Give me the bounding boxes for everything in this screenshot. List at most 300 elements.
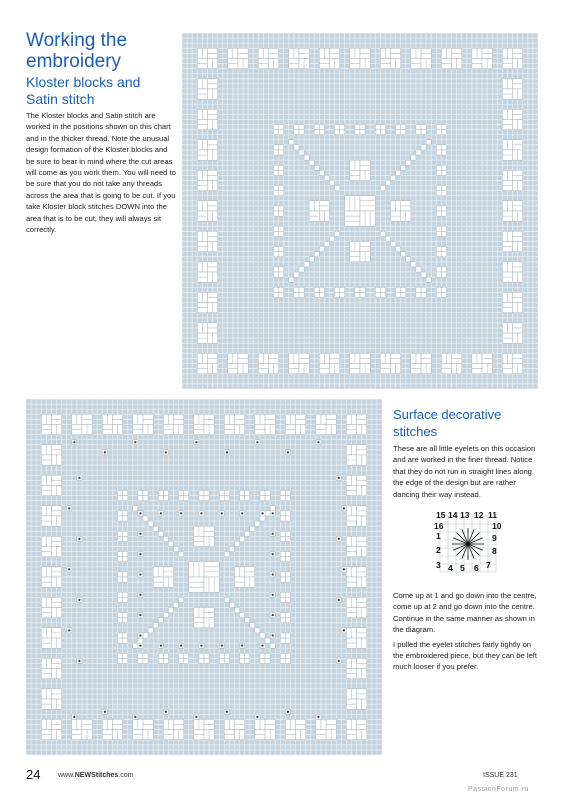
kloster-block	[274, 272, 279, 277]
kloster-block	[502, 48, 512, 58]
kloster-block	[207, 119, 217, 129]
kloster-block	[207, 292, 217, 302]
kloster-block	[502, 89, 512, 99]
kloster-block	[41, 546, 51, 556]
kloster-block	[207, 231, 217, 241]
kloster-block	[197, 323, 207, 333]
kloster-block	[452, 353, 462, 363]
kloster-block	[502, 58, 512, 68]
kloster-block	[346, 699, 356, 709]
kloster-block	[346, 577, 356, 587]
kloster-block	[513, 119, 523, 129]
kloster-block	[296, 424, 306, 434]
kloster-block	[240, 613, 245, 618]
kloster-block	[204, 562, 219, 577]
kloster-block	[380, 292, 385, 297]
kloster-block	[148, 521, 153, 526]
kloster-block	[326, 414, 336, 424]
kloster-block	[436, 211, 441, 216]
kloster-block	[285, 552, 290, 557]
kloster-block	[255, 521, 260, 526]
kloster-block	[285, 633, 290, 638]
eyelet-label: 15	[436, 510, 446, 520]
kloster-block	[441, 145, 446, 150]
kloster-block	[123, 536, 128, 541]
kloster-block	[513, 231, 523, 241]
kloster-block	[240, 653, 245, 658]
kloster-block	[82, 424, 92, 434]
kloster-block	[416, 150, 421, 155]
kloster-block	[513, 364, 523, 374]
surface-stitch-chart	[26, 399, 382, 755]
kloster-block	[123, 597, 128, 602]
eyelet-label: 2	[436, 545, 441, 555]
kloster-block	[51, 414, 61, 424]
kloster-block	[280, 496, 285, 501]
kloster-block	[502, 323, 512, 333]
kloster-block	[240, 496, 245, 501]
kloster-block	[279, 267, 284, 272]
kloster-block	[299, 287, 304, 292]
kloster-block	[346, 567, 356, 577]
kloster-block	[289, 48, 299, 58]
kloster-block	[441, 247, 446, 252]
kloster-block	[207, 211, 217, 221]
kloster-block	[265, 511, 270, 516]
kloster-block	[396, 170, 401, 175]
kloster-block	[123, 592, 128, 597]
kloster-block	[219, 653, 224, 658]
eyelet-centre	[467, 543, 470, 546]
kloster-block	[346, 516, 356, 526]
kloster-block	[41, 567, 51, 577]
kloster-block	[163, 613, 168, 618]
kloster-block	[421, 353, 431, 363]
kloster-block	[513, 48, 523, 58]
kloster-block	[502, 109, 512, 119]
kloster-block	[173, 414, 183, 424]
kloster-block	[360, 252, 370, 262]
kloster-block	[416, 130, 421, 135]
kloster-block	[143, 633, 148, 638]
kloster-block	[309, 201, 319, 211]
kloster-block	[207, 180, 217, 190]
kloster-block	[51, 445, 61, 455]
kloster-block	[502, 150, 512, 160]
kloster-block	[235, 730, 245, 740]
kloster-block	[199, 658, 204, 663]
kloster-block	[224, 552, 229, 557]
kloster-block	[51, 597, 61, 607]
kloster-block	[197, 333, 207, 343]
kloster-block	[118, 531, 123, 536]
kloster-block	[513, 89, 523, 99]
kloster-block	[207, 79, 217, 89]
kloster-block	[245, 531, 250, 536]
kloster-block	[502, 303, 512, 313]
kloster-block	[357, 597, 367, 607]
kloster-block	[357, 730, 367, 740]
kloster-block	[163, 424, 173, 434]
kloster-block	[41, 689, 51, 699]
kloster-block	[360, 364, 370, 374]
kloster-block	[326, 730, 336, 740]
kloster-block	[123, 511, 128, 516]
kloster-block	[197, 262, 207, 272]
kloster-block	[168, 608, 173, 613]
kloster-block	[357, 719, 367, 729]
kloster-block	[416, 292, 421, 297]
surface-paragraph-3: I pulled the eyelet stitches fairly tightly on the embroidered piece, but they can be left much looser if you prefer.	[393, 639, 537, 672]
kloster-block	[274, 287, 279, 292]
kloster-block	[163, 577, 173, 587]
kloster-block	[482, 58, 492, 68]
kloster-block	[285, 424, 295, 434]
kloster-block	[319, 170, 324, 175]
kloster-block	[204, 608, 214, 618]
kloster-block	[426, 277, 431, 282]
kloster-block	[265, 638, 270, 643]
kloster-block	[441, 48, 451, 58]
kloster-block	[279, 247, 284, 252]
kloster-block	[194, 719, 204, 729]
kloster-block	[396, 130, 401, 135]
kloster-block	[472, 364, 482, 374]
kloster-block	[207, 333, 217, 343]
kloster-block	[513, 150, 523, 160]
kloster-block	[265, 719, 275, 729]
kloster-block	[41, 475, 51, 485]
kloster-block	[118, 618, 123, 623]
kloster-block	[51, 485, 61, 495]
kloster-block	[204, 491, 209, 496]
kloster-block	[513, 272, 523, 282]
kloster-block	[360, 242, 370, 252]
kloster-block	[396, 125, 401, 130]
kloster-block	[41, 730, 51, 740]
kloster-block	[472, 353, 482, 363]
kloster-block	[436, 125, 441, 130]
kloster-block	[314, 165, 319, 170]
kloster-block	[294, 130, 299, 135]
kloster-block	[285, 597, 290, 602]
kloster-block	[319, 130, 324, 135]
kloster-block	[163, 414, 173, 424]
kloster-block	[207, 150, 217, 160]
kloster-block	[280, 491, 285, 496]
kloster-block	[118, 653, 123, 658]
kloster-block	[255, 719, 265, 729]
kloster-block	[143, 658, 148, 663]
kloster-block	[268, 364, 278, 374]
kloster-block	[265, 730, 275, 740]
kloster-block	[207, 48, 217, 58]
kloster-block	[345, 196, 360, 211]
kloster-block	[118, 552, 123, 557]
kloster-block	[436, 226, 441, 231]
kloster-block	[197, 58, 207, 68]
kloster-block	[51, 638, 61, 648]
kloster-block	[163, 496, 168, 501]
kloster-block	[280, 531, 285, 536]
kloster-block	[82, 719, 92, 729]
kloster-block	[346, 536, 356, 546]
kloster-block	[207, 364, 217, 374]
kloster-block	[441, 252, 446, 257]
kloster-block	[346, 546, 356, 556]
kloster-block	[173, 719, 183, 729]
kloster-block	[285, 491, 290, 496]
kloster-block	[138, 638, 143, 643]
kloster-block	[360, 160, 370, 170]
kloster-block	[51, 424, 61, 434]
kloster-block	[340, 287, 345, 292]
kloster-block	[279, 165, 284, 170]
kloster-block	[279, 226, 284, 231]
kloster-block	[51, 699, 61, 709]
kloster-block	[513, 323, 523, 333]
kloster-block	[219, 658, 224, 663]
kloster-block	[436, 150, 441, 155]
kloster-block	[380, 130, 385, 135]
kloster-block	[411, 364, 421, 374]
kloster-block	[158, 653, 163, 658]
kloster-block	[197, 303, 207, 313]
kloster-block	[197, 140, 207, 150]
kloster-block	[502, 272, 512, 282]
kloster-block	[357, 699, 367, 709]
kloster-block	[357, 638, 367, 648]
kloster-block	[436, 130, 441, 135]
kloster-block	[207, 140, 217, 150]
kloster-block	[123, 557, 128, 562]
kloster-block	[224, 658, 229, 663]
kloster-block	[184, 658, 189, 663]
kloster-block	[513, 262, 523, 272]
kloster-block	[441, 170, 446, 175]
kloster-block	[197, 201, 207, 211]
kloster-block	[274, 130, 279, 135]
watermark: PassionForum.ru	[468, 786, 529, 793]
kloster-block	[123, 491, 128, 496]
kloster-block	[279, 211, 284, 216]
kloster-block	[385, 236, 390, 241]
kloster-block	[335, 130, 340, 135]
kloster-block	[112, 414, 122, 424]
kloster-block	[436, 272, 441, 277]
kloster-block	[41, 536, 51, 546]
kloster-block	[280, 536, 285, 541]
kloster-block	[168, 541, 173, 546]
kloster-block	[102, 424, 112, 434]
kloster-block	[319, 211, 329, 221]
kloster-block	[314, 252, 319, 257]
kloster-block	[41, 719, 51, 729]
surface-text-2	[393, 590, 543, 676]
kloster-block	[411, 155, 416, 160]
kloster-block	[436, 267, 441, 272]
kloster-block	[346, 638, 356, 648]
kloster-block	[346, 506, 356, 516]
kloster-block	[274, 211, 279, 216]
kloster-block	[421, 125, 426, 130]
surface-paragraph-1: These are all little eyelets on this occasion and are worked in the finer thread. Notice that they do not run in straight lines along the edge of the design but are rather dancing their way instead.	[393, 444, 536, 499]
kloster-block	[285, 414, 295, 424]
kloster-block	[280, 638, 285, 643]
kloster-block	[285, 719, 295, 729]
kloster-block	[360, 170, 370, 180]
kloster-block	[329, 364, 339, 374]
kloster-block	[326, 719, 336, 729]
kloster-block	[314, 130, 319, 135]
kloster-block	[391, 201, 401, 211]
kloster-block	[118, 557, 123, 562]
kloster-block	[421, 130, 426, 135]
kloster-block	[502, 119, 512, 129]
kloster-block	[513, 58, 523, 68]
kloster-block	[346, 485, 356, 495]
kloster-block	[235, 567, 245, 577]
kloster-block	[513, 140, 523, 150]
kloster-block	[513, 353, 523, 363]
kloster-block	[401, 201, 411, 211]
kloster-block	[179, 597, 184, 602]
kloster-block	[118, 638, 123, 643]
kloster-block	[133, 643, 138, 648]
kloster-block	[346, 658, 356, 668]
kloster-block	[375, 125, 380, 130]
kloster-block	[279, 206, 284, 211]
kloster-block	[285, 531, 290, 536]
kloster-block	[299, 58, 309, 68]
kloster-block	[228, 364, 238, 374]
kloster-block	[357, 445, 367, 455]
kloster-block	[207, 58, 217, 68]
kloster-block	[245, 496, 250, 501]
kloster-block	[199, 653, 204, 658]
kloster-block	[436, 191, 441, 196]
kloster-block	[245, 618, 250, 623]
kloster-block	[411, 58, 421, 68]
kloster-block	[189, 562, 204, 577]
kloster-block	[441, 186, 446, 191]
kloster-block	[224, 424, 234, 434]
kloster-block	[133, 506, 138, 511]
kloster-block	[391, 211, 401, 221]
kloster-block	[294, 272, 299, 277]
kloster-block	[360, 292, 365, 297]
kloster-block	[197, 150, 207, 160]
kloster-block	[163, 567, 173, 577]
footer-website	[58, 772, 133, 779]
kloster-block	[421, 287, 426, 292]
kloster-block	[355, 125, 360, 130]
kloster-block	[138, 491, 143, 496]
kloster-block	[502, 333, 512, 343]
kloster-block	[441, 272, 446, 277]
kloster-block	[41, 414, 51, 424]
kloster-block	[123, 638, 128, 643]
kloster-block	[265, 658, 270, 663]
kloster-block	[265, 424, 275, 434]
kloster-block	[41, 455, 51, 465]
kloster-block	[204, 536, 214, 546]
kloster-block	[143, 719, 153, 729]
kloster-block	[279, 145, 284, 150]
kloster-block	[314, 125, 319, 130]
kloster-block	[270, 506, 275, 511]
kloster-block	[316, 424, 326, 434]
kloster-block	[194, 414, 204, 424]
kloster-block	[235, 414, 245, 424]
kloster-block	[274, 125, 279, 130]
kloster-block	[350, 252, 360, 262]
eyelet-label: 5	[460, 563, 465, 573]
kloster-block	[436, 231, 441, 236]
kloster-block	[421, 292, 426, 297]
kloster-block	[502, 140, 512, 150]
kloster-block	[41, 699, 51, 709]
kloster-block	[289, 277, 294, 282]
kloster-block	[138, 653, 143, 658]
kloster-block	[346, 445, 356, 455]
kloster-block	[123, 572, 128, 577]
kloster-block	[265, 414, 275, 424]
kloster-block	[436, 206, 441, 211]
kloster-block	[133, 424, 143, 434]
kloster-block	[346, 730, 356, 740]
kloster-block	[240, 536, 245, 541]
kloster-block	[143, 653, 148, 658]
kloster-block	[268, 58, 278, 68]
kloster-block	[314, 287, 319, 292]
kloster-block	[346, 475, 356, 485]
kloster-block	[441, 211, 446, 216]
site-suffix: .com	[118, 772, 134, 779]
kloster-block	[238, 364, 248, 374]
kloster-block	[51, 506, 61, 516]
kloster-block	[357, 689, 367, 699]
kloster-block	[436, 145, 441, 150]
kloster-block	[279, 287, 284, 292]
kloster-block	[194, 536, 204, 546]
kloster-block	[255, 730, 265, 740]
kloster-block	[238, 353, 248, 363]
kloster-block	[41, 445, 51, 455]
kloster-block	[240, 658, 245, 663]
eyelet-label: 14	[448, 510, 458, 520]
kloster-block	[268, 48, 278, 58]
kloster-block	[441, 292, 446, 297]
kloster-block	[280, 618, 285, 623]
kloster-block	[452, 48, 462, 58]
kloster-block	[279, 125, 284, 130]
kloster-block	[184, 496, 189, 501]
kloster-block	[360, 353, 370, 363]
kloster-block	[138, 496, 143, 501]
kloster-block	[294, 287, 299, 292]
kloster-block	[513, 292, 523, 302]
kloster-block	[280, 577, 285, 582]
kloster-block	[346, 597, 356, 607]
kloster-block	[329, 236, 334, 241]
kloster-chart-grid	[182, 33, 538, 389]
kloster-block	[346, 424, 356, 434]
kloster-block	[285, 730, 295, 740]
kloster-block	[224, 597, 229, 602]
kloster-block	[401, 125, 406, 130]
kloster-block	[240, 491, 245, 496]
